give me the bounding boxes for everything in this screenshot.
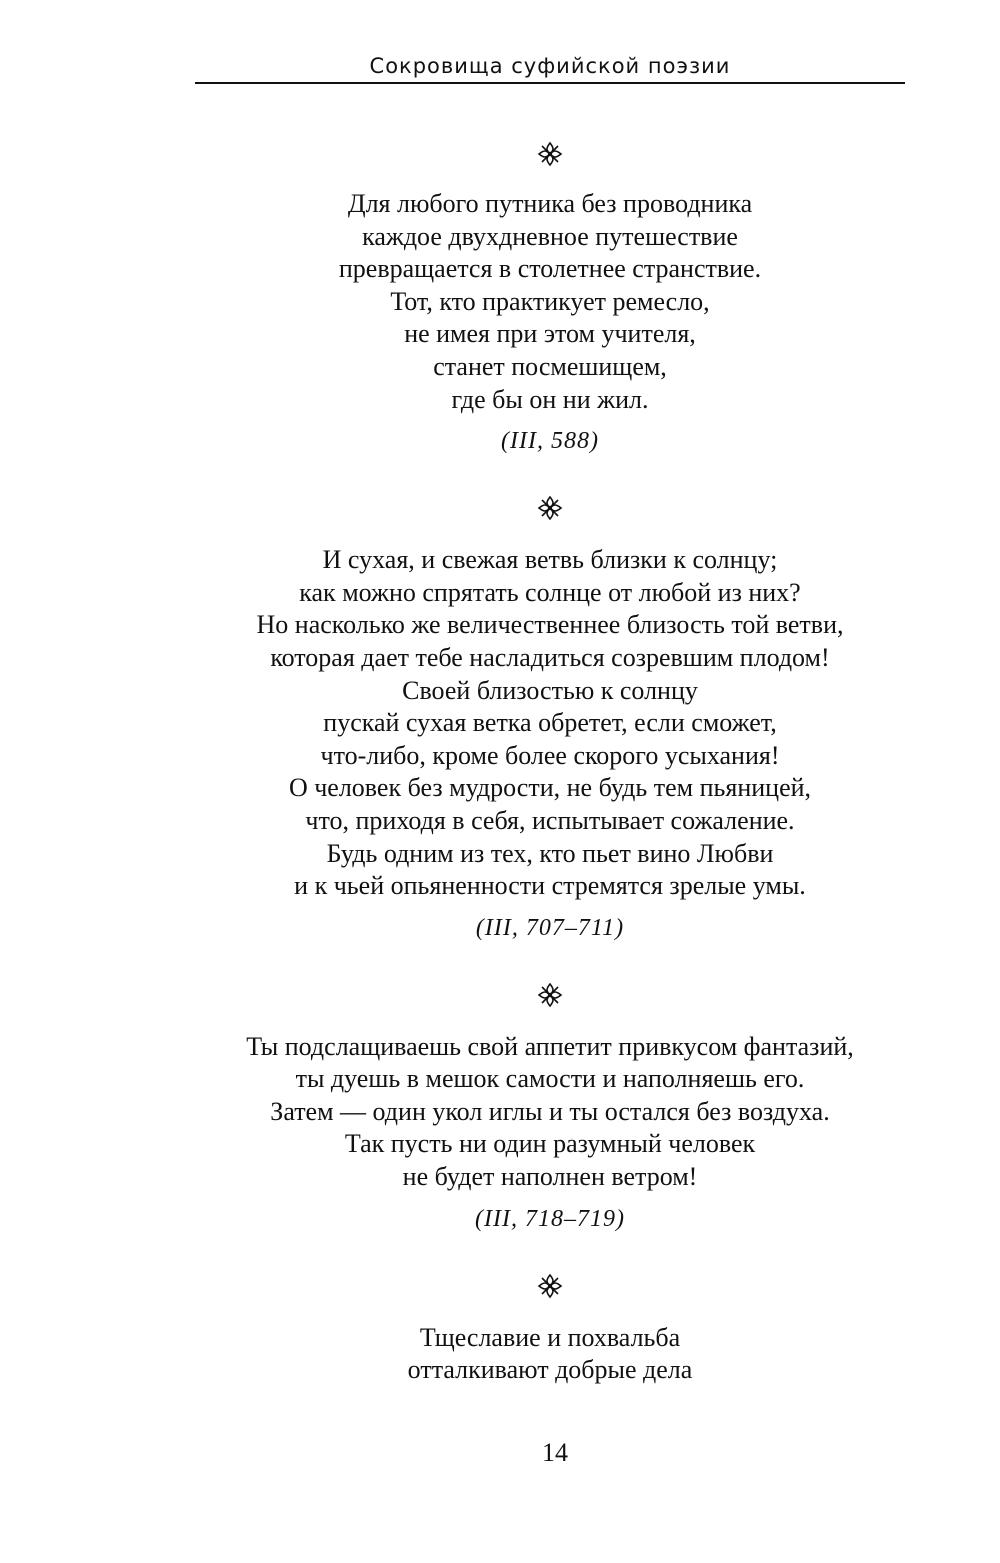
poem-line: превращается в столетнее странствие. — [338, 254, 762, 284]
poem-line: станет посмешищем, — [433, 351, 667, 381]
poem-line: не будет наполнен ветром! — [402, 1162, 698, 1192]
poem-line: И сухая, и свежая ветвь близки к солнцу; — [322, 545, 778, 575]
poem-line: О человек без мудрости, не будь тем пьяницей, — [288, 773, 812, 803]
poem-line: где бы он ни жил. — [451, 384, 649, 414]
poem-line: отталкивают добрые дела — [407, 1355, 693, 1385]
stanza-2 — [150, 494, 950, 943]
poem-line: не имея при этом учителя, — [404, 319, 696, 349]
poem-line: Тщеславие и похвальба — [419, 1322, 681, 1352]
poem-line: Но насколько же величественнее близость той ветви, — [256, 610, 844, 640]
poem-line: Тот, кто практикует ремесло, — [390, 286, 710, 316]
poem-line: Так пусть ни один разумный человек — [344, 1129, 756, 1159]
header-rule — [195, 82, 905, 84]
stanza-1 — [150, 140, 950, 456]
floral-ornament-icon — [536, 494, 564, 522]
running-head: Сокровища суфийской поэзии — [369, 54, 731, 78]
poem-line: Ты подслащиваешь свой аппетит привкусом фантазий, — [246, 1031, 854, 1061]
poem-line: что-либо, кроме более скорого усыхания! — [320, 740, 780, 770]
floral-ornament-icon — [536, 140, 564, 168]
poem-line: Будь одним из тех, кто пьет вино Любви — [326, 838, 774, 868]
poem-line: ты дуешь в мешок самости и наполняешь его. — [295, 1064, 805, 1094]
poem-line: и к чьей опьяненности стремятся зрелые умы. — [294, 871, 806, 901]
poem-line: что, приходя в себя, испытывает сожаление. — [305, 805, 795, 835]
poem-content — [150, 140, 950, 1387]
poem-line: каждое двухдневное путешествие — [362, 221, 738, 251]
floral-ornament-icon — [536, 1272, 564, 1300]
page-number: 14 — [542, 1438, 568, 1467]
poem-line: пускай сухая ветка обретет, если сможет, — [323, 708, 777, 738]
citation: (III, 707–711) — [475, 914, 625, 941]
poem-line: которая дает тебе насладиться созревшим плодом! — [270, 642, 830, 672]
poem-line: Затем — один укол иглы и ты остался без воздуха. — [270, 1096, 830, 1126]
citation: (III, 718–719) — [475, 1205, 625, 1232]
poem-line: как можно спрятать солнце от любой из них? — [299, 577, 801, 607]
stanza-4 — [150, 1272, 950, 1387]
floral-ornament-icon — [536, 981, 564, 1009]
stanza-3 — [150, 981, 950, 1234]
poem-line: Для любого путника без проводника — [347, 189, 753, 218]
citation: (III, 588) — [501, 428, 599, 455]
poem-line: Своей близостью к солнцу — [402, 675, 698, 705]
